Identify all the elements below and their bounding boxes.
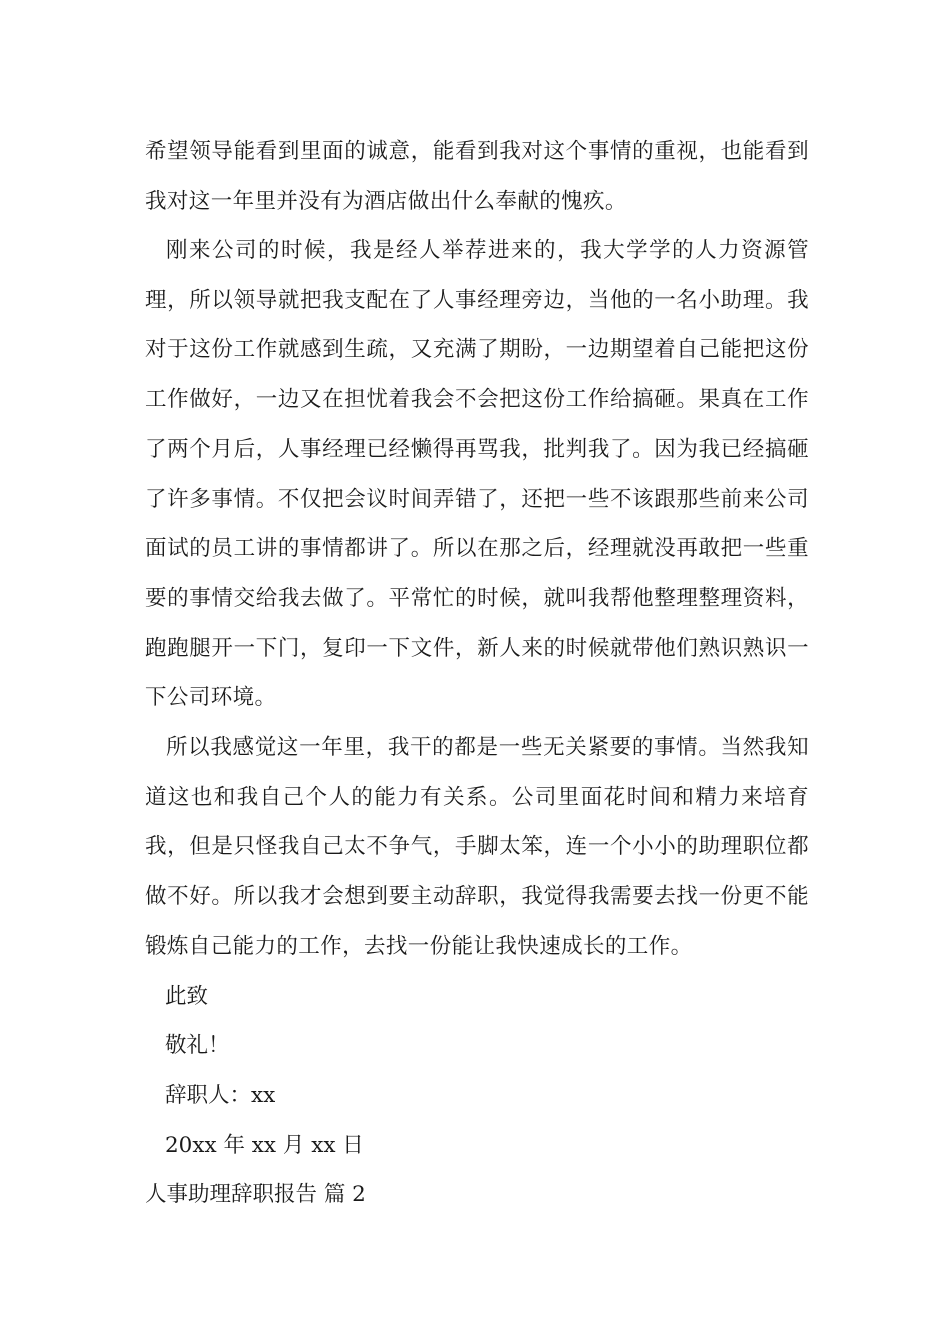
paragraph-3: 所以我感觉这一年里，我干的都是一些无关紧要的事情。当然我知道这也和我自己个人的能力有关系。公司里面花时间和精力来培育我，但是只怪我自己太不争气，手脚太笨，连一个小小的助理职位都做不好。所以我才会想到要主动辞职，我觉得我需要去找一份更不能锻炼自己能力的工作，去找一份能让我快速成长的工作。 [145, 735, 809, 959]
paragraph-1: 希望领导能看到里面的诚意，能看到我对这个事情的重视，也能看到我对这一年里并没有为酒店做出什么奉献的愧疚。 [145, 139, 809, 214]
closing-signer: 辞职人：xx [165, 1083, 276, 1108]
next-section-title: 人事助理辞职报告 篇 2 [145, 1182, 366, 1207]
paragraph-2: 刚来公司的时候，我是经人举荐进来的，我大学学的人力资源管理，所以领导就把我支配在了人事经理旁边，当他的一名小助理。我对于这份工作就感到生疏，又充满了期盼，一边期望着自己能把这份工作做好，一边又在担忧着我会不会把这份工作给搞砸。果真在工作了两个月后，人事经理已经懒得再骂我，批判我了。因为我已经搞砸了许多事情。不仅把会议时间弄错了，还把一些不该跟那些前来公司面试的员工讲的事情都讲了。所以在那之后，经理就没再敢把一些重要的事情交给我去做了。平常忙的时候，就叫我帮他整理整理资料，跑跑腿开一下门，复印一下文件，新人来的时候就带他们熟识熟识一下公司环境。 [145, 238, 809, 711]
closing-regards: 敬礼！ [165, 1033, 230, 1058]
closing-date: 20xx 年 xx 月 xx 日 [165, 1133, 364, 1158]
closing-salutation: 此致 [165, 984, 209, 1009]
